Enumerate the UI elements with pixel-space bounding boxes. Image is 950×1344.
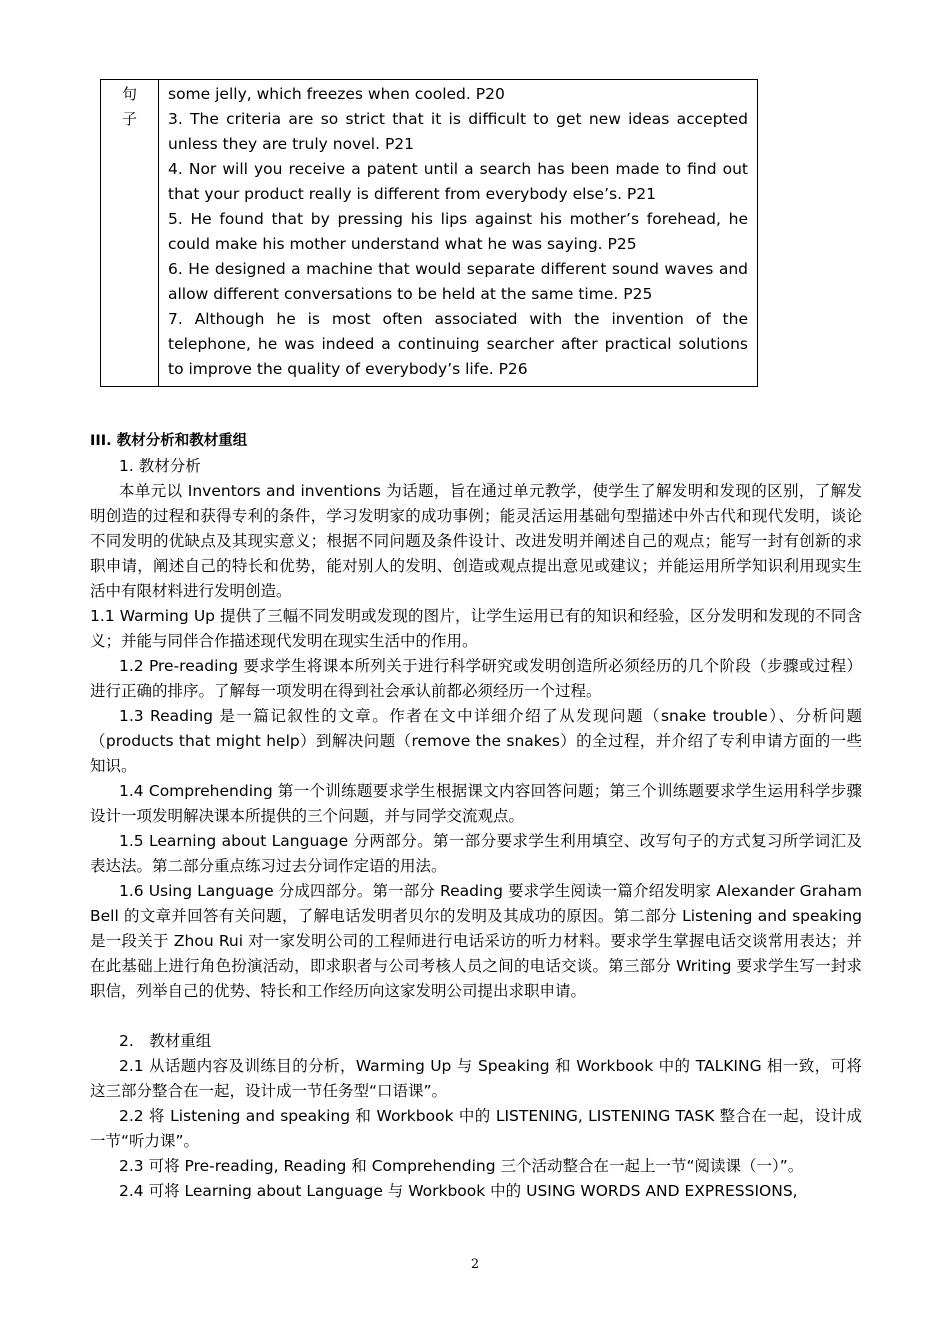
paragraph-1-6: 1.6 Using Language 分成四部分。第一部分 Reading 要求学生阅读一篇介绍发明家 Alexander Graham Bell 的文章并回答有关问题，了解电话发明者贝尔的发明及其成功的原因。第二部分 Listening and speaking 是一段关于 Zhou Rui 对一家发明公司的工程师进行电话采访的听力材料。要求学生掌握电话交谈常用表达；并在此基础上进行角色扮演活动，即求职者与公司考核人员之间的电话交谈。第三部分 Writing 要求学生写一封求职信，列举自己的优势、特长和工作经历向这家发明公司提出求职申请。	[90, 882, 862, 1000]
table-label-cell	[101, 80, 159, 387]
paragraph-1-3: 1.3 Reading 是一篇记叙性的文章。作者在文中详细介绍了从发现问题（snake trouble）、分析问题（products that might help）到解决问题（remove the snakes）的全过程，并介绍了专利申请方面的一些知识。	[90, 707, 862, 775]
paragraph-2-4: 2.4 可将 Learning about Language 与 Workbook 中的 USING WORDS AND EXPRESSIONS,	[119, 1182, 798, 1200]
section-heading: III. 教材分析和教材重组	[90, 433, 248, 449]
sentences-table	[100, 79, 758, 387]
page-number: 2	[470, 1257, 480, 1272]
paragraph-1-1: 1.1 Warming Up 提供了三幅不同发明或发现的图片，让学生运用已有的知识和经验，区分发明和发现的不同含义；并能与同伴合作描述现代发明在现实生活中的作用。	[90, 607, 862, 650]
intro-paragraph: 本单元以 Inventors and inventions 为话题，旨在通过单元教学，使学生了解发明和发现的区别，了解发明创造的过程和获得专利的条件，学习发明家的成功事例；能灵活运用基础句型描述中外古代和现代发明，谈论不同发明的优缺点及其现实意义；根据不同问题及条件设计、改进发明并阐述自己的观点；能写一封有创新的求职申请，阐述自己的特长和优势，能对别人的发明、创造或观点提出意见或建议；并能运用所学知识利用现实生活中有限材料进行发明创造。	[90, 482, 862, 600]
paragraph-2-3: 2.3 可将 Pre-reading, Reading 和 Comprehending 三个活动整合在一起上一节“阅读课（一）”。	[119, 1157, 804, 1175]
paragraph-1-5: 1.5 Learning about Language 分两部分。第一部分要求学生利用填空、改写句子的方式复习所学词汇及表达法。第二部分重点练习过去分词作定语的用法。	[90, 832, 862, 875]
label-char: 句	[121, 85, 137, 103]
paragraph-1-4: 1.4 Comprehending 第一个训练题要求学生根据课文内容回答问题；第三个训练题要求学生运用科学步骤设计一项发明解决课本所提供的三个问题，并与同学交流观点。	[90, 782, 862, 825]
sentence: 6. He designed a machine that would separate different sound waves and allow different conversations to be held at the same time. P25	[168, 260, 748, 303]
sentence: 3. The criteria are so strict that it is difficult to get new ideas accepted unless they are truly novel. P21	[168, 110, 748, 153]
paragraph-1-2: 1.2 Pre-reading 要求学生将课本所列关于进行科学研究或发明创造所必须经历的几个阶段（步骤或过程）进行正确的排序。了解每一项发明在得到社会承认前都必须经历一个过程。	[90, 657, 862, 700]
table-content-cell	[159, 80, 758, 387]
paragraph-2-2: 2.2 将 Listening and speaking 和 Workbook 中的 LISTENING, LISTENING TASK 整合在一起，设计成一节“听力课”。	[90, 1107, 862, 1150]
spacer	[90, 1004, 862, 1029]
sentence: 7. Although he is most often associated with the invention of the telephone, he was indeed a continuing searcher after practical solutions to improve the quality of everybody’s life. P26	[168, 310, 748, 378]
subheading-analysis: 1. 教材分析	[119, 457, 201, 475]
section-3-body	[90, 429, 862, 1204]
sentence: 5. He found that by pressing his lips against his mother’s forehead, he could make his mother understand what he was saying. P25	[168, 210, 748, 253]
paragraph-2-1: 2.1 从话题内容及训练目的分析，Warming Up 与 Speaking 和 Workbook 中的 TALKING 相一致，可将这三部分整合在一起，设计成一节任务型“口语课”。	[90, 1057, 862, 1100]
subheading-reorganization: 2. 教材重组	[119, 1032, 212, 1050]
sentence: some jelly, which freezes when cooled. P20	[168, 85, 505, 103]
label-char: 子	[121, 110, 137, 128]
sentence: 4. Nor will you receive a patent until a search has been made to find out that your product really is different from everybody else’s. P21	[168, 160, 748, 203]
